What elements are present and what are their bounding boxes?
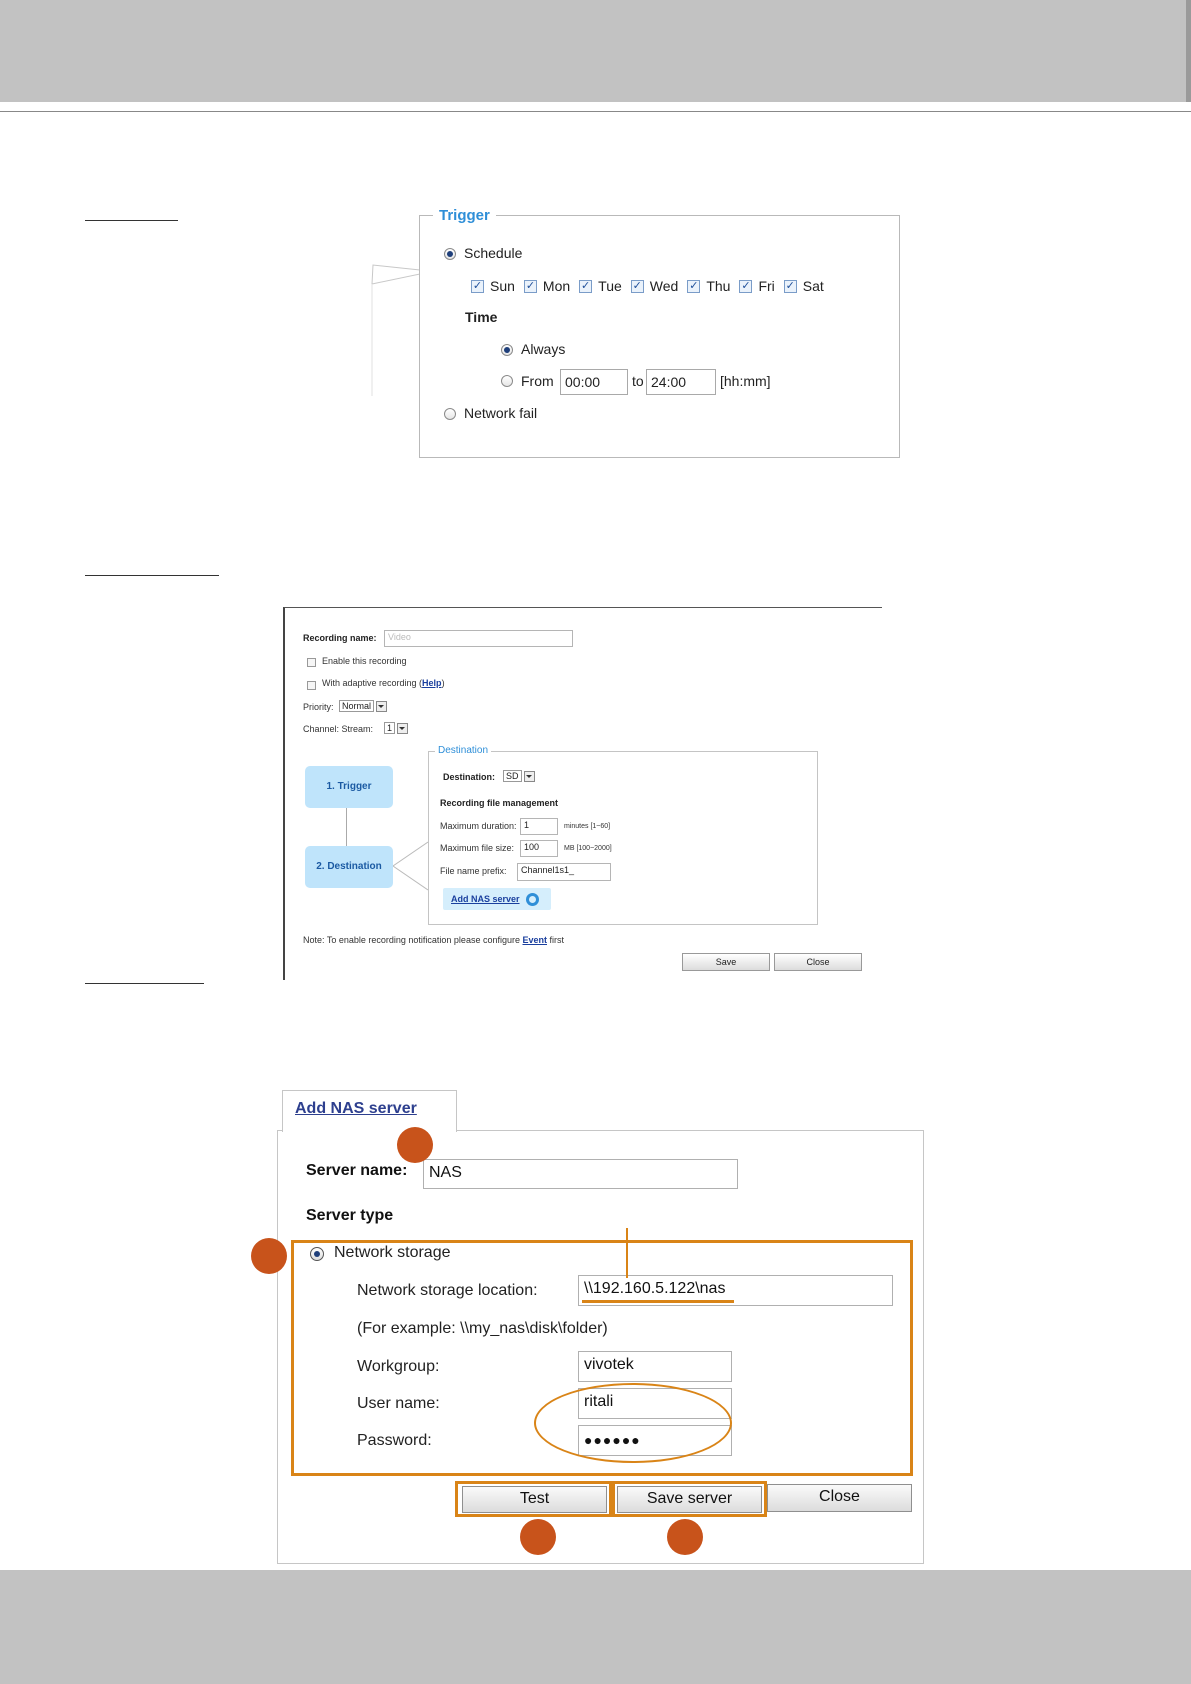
channel-stream-label: Channel: Stream: (303, 724, 374, 734)
step-trigger[interactable]: 1. Trigger (305, 766, 393, 808)
file-management-heading: Recording file management (440, 798, 559, 808)
nas-dialog-title[interactable]: Add NAS server (295, 1100, 417, 1117)
day-label-fri: Fri (758, 278, 775, 294)
password-input[interactable]: ●●●●●● (578, 1425, 732, 1456)
check-icon[interactable]: ✓ (525, 279, 536, 292)
dropdown-arrow-icon (376, 701, 387, 712)
day-label-thu: Thu (706, 278, 731, 294)
close-dialog-button[interactable]: Close (767, 1484, 912, 1512)
day-label-sun: Sun (490, 278, 515, 294)
step-pointer (393, 836, 428, 896)
adaptive-recording-label (322, 678, 445, 688)
network-fail-label: Network fail (464, 405, 538, 421)
day-label-tue: Tue (598, 278, 622, 294)
stream-select[interactable] (384, 722, 408, 734)
server-type-heading: Server type (306, 1207, 394, 1224)
from-time-input[interactable]: 00:00 (560, 369, 628, 395)
recording-settings-window (283, 607, 882, 980)
network-storage-radio[interactable] (310, 1247, 324, 1261)
workgroup-input[interactable]: vivotek (578, 1351, 732, 1382)
adaptive-recording-close: ) (441, 678, 445, 688)
expand-circle-icon (526, 893, 539, 906)
workgroup-label: Workgroup: (357, 1358, 440, 1375)
to-label: to (632, 373, 644, 389)
max-duration-label: Maximum duration: (440, 821, 517, 831)
storage-location-input[interactable]: \\192.160.5.122\nas (578, 1275, 893, 1306)
server-name-input[interactable]: NAS (423, 1159, 738, 1189)
header-rule (0, 111, 1191, 112)
step-connector (346, 808, 347, 846)
storage-location-label: Network storage location: (357, 1282, 538, 1299)
file-prefix-input[interactable]: Channel1s1_ (517, 863, 611, 881)
credentials-highlight-ellipse (534, 1383, 732, 1463)
callout-marker-3 (520, 1519, 556, 1555)
file-prefix-label: File name prefix: (440, 866, 507, 876)
note-text: Note: To enable recording notification please configure (303, 935, 523, 945)
destination-legend: Destination (435, 745, 491, 756)
destination-select[interactable] (503, 770, 535, 782)
day-label-mon: Mon (542, 278, 571, 294)
check-icon[interactable]: ✓ (689, 279, 699, 292)
adaptive-recording-checkbox[interactable] (307, 681, 316, 690)
username-label: User name: (357, 1395, 440, 1412)
section-underline-3 (85, 983, 204, 984)
page-edge-bar (1186, 0, 1191, 102)
check-icon[interactable]: ✓ (472, 279, 483, 292)
check-icon[interactable]: ✓ (632, 279, 642, 292)
location-underline (582, 1300, 734, 1303)
dropdown-arrow-icon (524, 771, 535, 782)
destination-label: Destination: (443, 772, 496, 782)
day-label-wed: Wed (649, 278, 679, 294)
callout-marker-1 (397, 1127, 433, 1163)
note-tail: first (547, 935, 564, 945)
page-footer-band (0, 1570, 1191, 1684)
recording-name-input[interactable]: Video (384, 630, 573, 647)
section-underline-2 (85, 575, 219, 576)
check-icon[interactable]: ✓ (741, 279, 751, 292)
check-icon[interactable]: ✓ (785, 279, 795, 292)
max-file-size-label: Maximum file size: (440, 843, 515, 853)
priority-value: Normal (339, 700, 374, 712)
step-destination[interactable]: 2. Destination (305, 846, 393, 888)
stream-value: 1 (384, 722, 395, 734)
dropdown-arrow-icon (397, 723, 408, 734)
priority-label: Priority: (303, 702, 334, 712)
day-label-sat: Sat (802, 278, 824, 294)
network-fail-radio[interactable] (444, 408, 456, 420)
save-server-button[interactable]: Save server (617, 1486, 762, 1513)
username-input[interactable]: ritali (578, 1388, 732, 1419)
test-button[interactable]: Test (462, 1486, 607, 1513)
from-label: From (521, 373, 554, 389)
help-link[interactable]: Help (422, 678, 442, 688)
server-name-label: Server name: (306, 1162, 408, 1179)
trigger-legend: Trigger (433, 207, 496, 224)
time-heading: Time (465, 309, 498, 325)
add-nas-server-link[interactable]: Add NAS server (451, 894, 520, 904)
schedule-label: Schedule (464, 245, 523, 261)
event-link[interactable]: Event (522, 935, 547, 945)
enable-recording-checkbox[interactable] (307, 658, 316, 667)
priority-select[interactable] (339, 700, 387, 712)
page-header-band (0, 0, 1191, 102)
recording-note (303, 935, 564, 945)
max-file-size-unit: MB [100~2000] (564, 845, 612, 852)
destination-value: SD (503, 770, 522, 782)
save-button[interactable]: Save (682, 953, 770, 971)
max-duration-input[interactable]: 1 (520, 818, 558, 835)
from-radio[interactable] (501, 375, 513, 387)
time-format-hint: [hh:mm] (720, 373, 771, 389)
schedule-radio[interactable] (444, 248, 456, 260)
location-example: (For example: \\my_nas\disk\folder) (357, 1320, 608, 1337)
callout-marker-2 (251, 1238, 287, 1274)
network-storage-label: Network storage (334, 1244, 451, 1261)
always-label: Always (521, 341, 566, 357)
check-icon[interactable]: ✓ (581, 279, 591, 292)
adaptive-recording-text: With adaptive recording ( (322, 678, 423, 688)
weekday-row (471, 278, 824, 294)
callout-marker-4 (667, 1519, 703, 1555)
max-file-size-input[interactable]: 100 (520, 840, 558, 857)
add-nas-server-button[interactable] (443, 888, 551, 910)
tab-joint (283, 1130, 454, 1132)
location-pointer-line (626, 1228, 628, 1278)
to-time-input[interactable]: 24:00 (646, 369, 716, 395)
section-underline-1 (85, 220, 178, 221)
pointer-bracket (368, 246, 420, 406)
recording-name-label: Recording name: (303, 633, 377, 643)
enable-recording-label: Enable this recording (322, 656, 407, 666)
close-button[interactable]: Close (774, 953, 862, 971)
max-duration-unit: minutes [1~60] (564, 823, 611, 830)
always-radio[interactable] (501, 344, 513, 356)
password-label: Password: (357, 1432, 432, 1449)
